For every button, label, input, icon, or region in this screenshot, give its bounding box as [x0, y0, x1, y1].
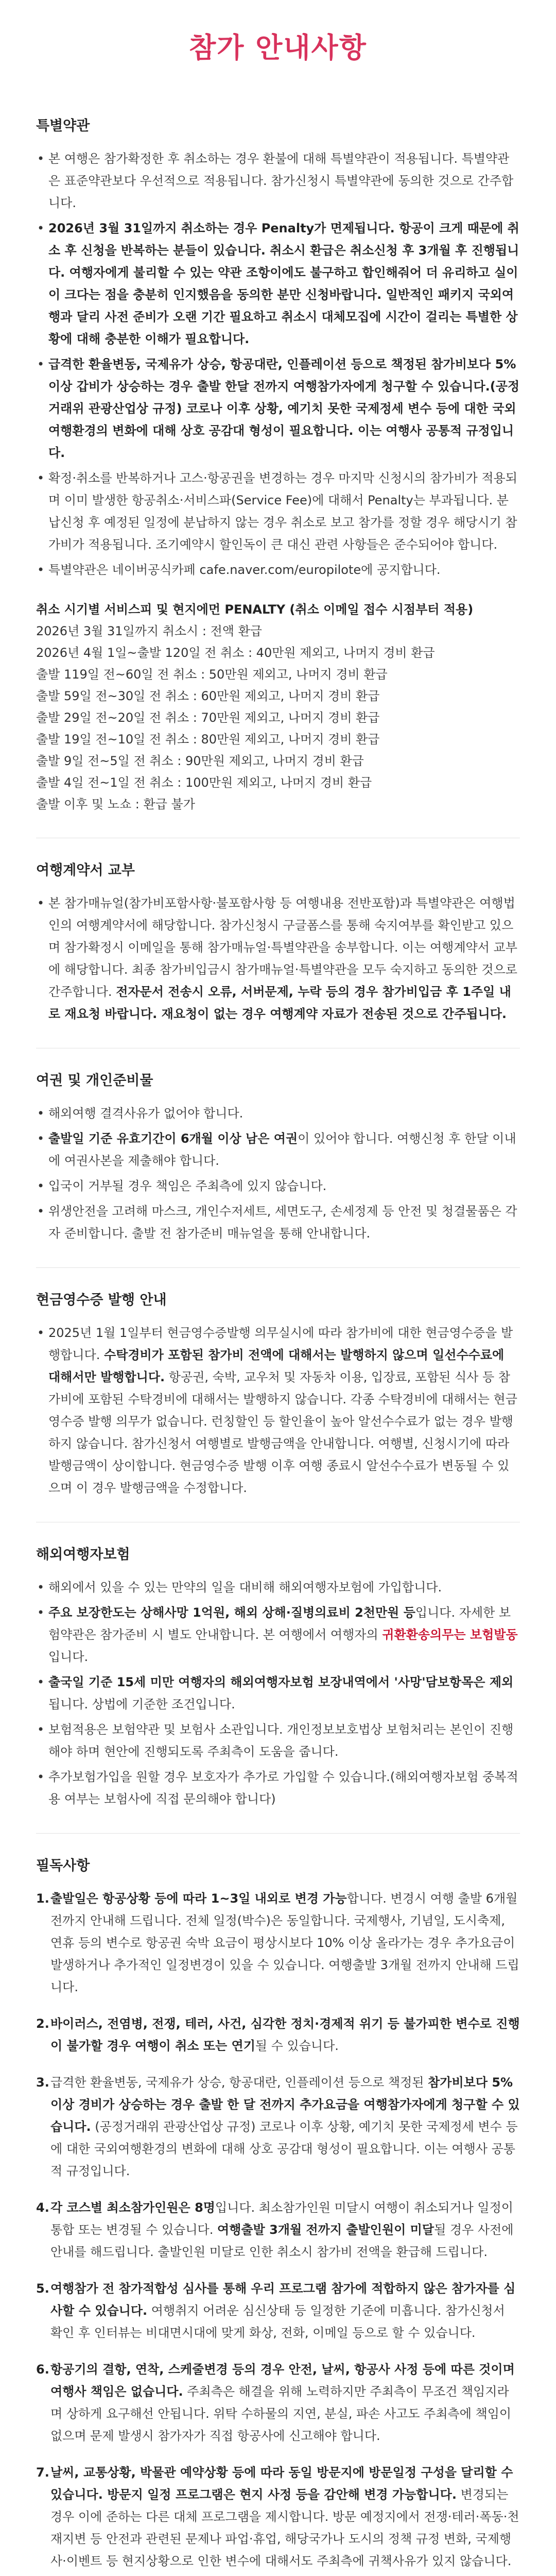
- receipt-list: [36, 1322, 520, 1499]
- text-run: 귀환환송의무는 보험발동: [382, 1628, 518, 1642]
- notice-number: 2.: [36, 2016, 49, 2031]
- list-item: [36, 353, 520, 464]
- special-terms-list: [36, 148, 520, 581]
- list-item: [36, 217, 520, 350]
- penalty-line: 출발 4일 전~1일 전 취소 : 100만원 제외고, 나머지 경비 환급: [36, 775, 372, 790]
- list-item: [36, 1602, 520, 1668]
- notice-item: [36, 1888, 520, 1998]
- passport-list: [36, 1103, 520, 1245]
- notice-number: 3.: [36, 2075, 49, 2090]
- list-item: [36, 892, 520, 1025]
- text-run: 바이러스, 전염병, 전쟁, 테러, 사건, 심각한 정치·경제적 위기 등 불가피한 변수로 진행이 불가할 경우 여행이 취소 또는 연기: [50, 2016, 520, 2053]
- insurance-section: [0, 1543, 556, 1810]
- text-run: 입니다.: [48, 1650, 89, 1664]
- penalty-line: 2026년 4월 1일~출발 120일 전 취소 : 40만원 제외고, 나머지 경비 환급: [36, 646, 435, 660]
- insurance-list: [36, 1577, 520, 1810]
- text-run: 입국이 거부될 경우 책임은 주최측에 있지 않습니다.: [48, 1179, 327, 1193]
- list-item: [36, 1322, 520, 1499]
- text-run: 될 수 있습니다.: [255, 2039, 339, 2053]
- notice-number: 6.: [36, 2362, 49, 2377]
- text-run: 수탁경비가 포함된 참가비 전액에 대해서는 발행하지 않으며 일선수수료에 대해서만 발행합니다.: [48, 1348, 505, 1384]
- text-run: 될 경우 사전에 안내를 해드립니다. 출발인원 미달로 인한 취소시 참가비 전액을 환급해 드립니다.: [50, 2223, 514, 2259]
- text-run: 추가보험가입을 원할 경우 보호자가 추가로 가입할 수 있습니다.(해외여행자보험 중복적용 여부는 보험사에 직접 문의해야 합니다): [48, 1770, 518, 1806]
- penalty-line: 출발 119일 전~60일 전 취소 : 50만원 제외고, 나머지 경비 환급: [36, 667, 388, 682]
- list-item: [36, 1719, 520, 1763]
- text-run: 각 코스별 최소참가인원은 8명: [50, 2200, 215, 2215]
- title-area: [0, 0, 556, 94]
- text-run: 출국일 기준 15세 미만 여행자의 해외여행자보험 보장내역에서 '사망'담보항목은 제외: [48, 1675, 514, 1689]
- penalty-line: 2026년 3월 31일까지 취소시 : 전액 환급: [36, 624, 262, 638]
- notices-section: [0, 1854, 556, 2576]
- text-run: 2026년 3월 31일까지 취소하는 경우 Penalty가 면제됩니다. 항공이 크게 때문에 취소 후 신청을 반복하는 분들이 있습니다. 취소시 환급은 취소신청 후 3개월 후 진행됩니다. 여행자에게 불리할 수 있는 약관 조항이에도 불구하고 합인해줘어 더 유리하고 실이이 크다는 점을 충분히 인지했음을 동의한 분만 신청바랍니다. 일반적인 패키지 국외여행과 달리 사전 준비가 오랜 기간 필요하고 취소시 대체모집에 시간이 걸리는 특별한 상황에 대해 충분한 이해가 필요합니다.: [48, 221, 519, 346]
- notice-number: 7.: [36, 2465, 49, 2480]
- notices-title: 필독사항: [36, 1858, 90, 1874]
- notice-number: 4.: [36, 2200, 49, 2215]
- text-run: 위생안전을 고려해 마스크, 개인수저세트, 세면도구, 손세정제 등 안전 및 청결물품은 각자 준비합니다. 출발 전 참가준비 매뉴얼을 통해 안내합니다.: [48, 1204, 517, 1241]
- notices-list: [36, 1888, 520, 2576]
- text-run: 확정·취소를 반복하거나 고스·항공권을 변경하는 경우 마지막 신청시의 참가비가 적용되며 이미 발생한 항공취소·서비스파(Service Fee)에 대해서 Penalty는 부과됩니다. 분납신청 후 예정된 일정에 분납하지 않는 경우 취소로 보고 참가를 정할 경우 해당시기 참가비가 적용됩니다. 조기예약시 할인독이 큰 대신 관련 사항들은 준수되어야 합니다.: [48, 471, 517, 552]
- text-run: 입니다. 최소참가인원 미달시 여행이 취소되거나 일정이 통합 또는 변경될 수 있습니다.: [50, 2200, 513, 2237]
- text-run: 항공기의 결항, 연착, 스케줄변경 등의 경우 안전, 날씨, 항공사 사정 등에 따른 것이며 여행사 책임은 없습니다.: [50, 2362, 515, 2399]
- list-item: [36, 467, 520, 556]
- receipt-title: 현금영수증 발행 안내: [36, 1292, 167, 1308]
- special-terms-section: [0, 114, 556, 581]
- penalty-lines: [36, 620, 520, 815]
- insurance-title: 해외여행자보험: [36, 1547, 130, 1563]
- penalty-line: 출발 이후 및 노쇼 : 환급 불가: [36, 797, 195, 811]
- receipt-section: [0, 1289, 556, 1499]
- notice-item: [36, 2013, 520, 2057]
- special-terms-title: 특별약관: [36, 118, 90, 134]
- text-run: 변경되는 경우 이에 준하는 다른 대체 프로그램을 제시합니다. 방문 예정지에서 전쟁·테러·폭동·천재지변 등 안전과 관련된 문제나 파업·휴업, 해당국가나 도시의 정책 규정 변화, 국제행사·이벤트 등 현지상황으로 인한 변수에 대해서도 주최측에 귀책사유가 있지 않습니다.: [50, 2487, 519, 2568]
- text-run: 급격한 환율변동, 국제유가 상승, 항공대란, 인플레이션 등으로 책정된: [50, 2075, 428, 2090]
- text-run: 여행출발 3개월 전까지 출발인원이 미달: [217, 2223, 435, 2237]
- passport-section: [0, 1069, 556, 1245]
- text-run: 보험적용은 보험약관 및 보험사 소관입니다. 개인정보보호법상 보험처리는 본인이 진행해야 하며 현안에 진행되도록 주최측이 도움을 줍니다.: [48, 1722, 514, 1759]
- list-item: [36, 1128, 520, 1172]
- text-run: 주최측은 해결을 위해 노력하지만 주최측이 무조건 책임지라며 상하게 요구해선 안됩니다. 위탁 수하물의 지연, 분실, 파손 사고도 주최측에 책임이 없으며 문제 발생시 참가자가 직접 항공사에 신고해야 합니다.: [50, 2384, 512, 2443]
- penalty-line: 출발 19일 전~10일 전 취소 : 80만원 제외고, 나머지 경비 환급: [36, 732, 380, 747]
- divider: [36, 1833, 520, 1834]
- penalty-line: 출발 59일 전~30일 전 취소 : 60만원 제외고, 나머지 경비 환급: [36, 689, 380, 703]
- text-run: 참가비보다 5% 이상 경비가 상승하는 경우 출발 한 달 전까지 추가요금을 여행참가자에게 청구할 수 있습니다.: [50, 2075, 520, 2134]
- text-run: 날씨, 교통상황, 박물관 예약상황 등에 따라 동일 방문지에 방문일정 구성을 달리할 수 있습니다. 방문지 일정 프로그램은 현지 사정 등을 감안해 변경 가능합니다.: [50, 2465, 513, 2502]
- text-run: 2025년 1월 1일부터 현금영수증발행 의무실시에 따라 참가비에 대한 현금영수증을 발행합니다.: [48, 1326, 513, 1362]
- notice-number: 1.: [36, 1891, 49, 1906]
- text-run: 본 여행은 참가확정한 후 취소하는 경우 환불에 대해 특별약관이 적용됩니다. 특별약관은 표준약관보다 우선적으로 적용됩니다. 참가신청시 특별약관에 동의한 것으로 간주합니다.: [48, 151, 514, 210]
- contract-title: 여행계약서 교부: [36, 862, 135, 878]
- list-item: [36, 559, 520, 581]
- notice-item: [36, 2278, 520, 2344]
- text-run: 주요 보장한도는 상해사망 1억원, 해외 상해·질병의료비 2천만원 등: [48, 1605, 415, 1620]
- page-title: 참가 안내사항: [189, 31, 367, 64]
- text-run: 해외에서 있을 수 있는 만약의 일을 대비해 해외여행자보험에 가입합니다.: [48, 1580, 442, 1595]
- divider: [36, 1267, 520, 1268]
- text-run: 됩니다. 상법에 기준한 조건입니다.: [48, 1697, 235, 1711]
- contract-list: [36, 892, 520, 1025]
- text-run: 합니다. 변경시 여행 출발 6개월 전까지 안내해 드립니다. 전체 일정(박수)은 동일합니다. 국제행사, 기념일, 도시축제, 연휴 등의 변수로 항공권 숙박 요금이 평상시보다 10% 이상 올라가는 경우 추가요금이 발생하거나 추가적인 일정변경이 있을 수 있습니다. 여행출발 3개월 전까지 안내해 드립니다.: [50, 1891, 519, 1994]
- text-run: 여행취지 어려운 심신상태 등 일정한 기준에 미흡니다. 참가신청서 확인 후 인터뷰는 비대면시대에 맞게 화상, 전화, 이메일 등으로 할 수 있습니다.: [50, 2303, 505, 2340]
- contract-section: [0, 859, 556, 1025]
- notice-number: 5.: [36, 2281, 49, 2296]
- text-run: 이 있어야 합니다. 여행신청 후 한달 이내에 여권사본을 제출해야 합니다.: [48, 1131, 516, 1168]
- text-run: 전자문서 전송시 오류, 서버문제, 누락 등의 경우 참가비입금 후 1주일 내로 재요청 바랍니다. 재요청이 없는 경우 여행계약 자료가 전송된 것으로 간주됩니다.: [48, 985, 511, 1021]
- text-run: 특별약관은 네이버공식카페 cafe.naver.com/europilote에 공지합니다.: [48, 563, 441, 577]
- notice-item: [36, 2359, 520, 2447]
- list-item: [36, 1103, 520, 1125]
- list-item: [36, 148, 520, 214]
- penalty-line: 출발 29일 전~20일 전 취소 : 70만원 제외고, 나머지 경비 환급: [36, 710, 380, 725]
- notice-item: [36, 2072, 520, 2182]
- list-item: [36, 1200, 520, 1245]
- penalty-heading: 취소 시기별 서비스피 및 현지에먼 PENALTY (취소 이메일 접수 시점부터 적용): [36, 602, 474, 617]
- text-run: 항공권, 숙박, 교우처 및 자동차 이용, 입장료, 포함된 식사 등 참가비에 포함된 수탁경비에 대해서는 발행하지 않습니다. 각종 수탁경비에 대해서는 현금영수증 발행 의무가 없습니다. 런칭할인 등 할인율이 높아 알선수수료가 없는 경우 발행하지 않습니다. 참가신청서 여행별로 발행금액을 안내합니다. 여행별, 신청시기에 따라 발행금액이 상이합니다. 현금영수증 발행 이후 여행 종료시 알선수수료가 변동될 수 있으며 이 경우 발행금액을 수정합니다.: [48, 1370, 517, 1495]
- text-run: 급격한 환율변동, 국제유가 상승, 항공대란, 인플레이션 등으로 책정된 참가비보다 5% 이상 갑비가 상승하는 경우 출발 한달 전까지 여행참가자에게 청구할 수 있습니다.(공정거래위 관광산업상 규정) 코로나 이후 상황, 예기치 못한 국제정세 변수 등에 대한 국외여행환경의 변화에 대해 상호 공감대 형성이 필요합니다. 이는 여행사 공통적 규정입니다.: [48, 357, 520, 460]
- penalty-section: [0, 599, 556, 815]
- list-item: [36, 1577, 520, 1599]
- text-run: 본 참가매뉴얼(참가비포함사항·불포함사항 등 여행내용 전반포함)과 특별약관은 여행법인의 여행계약서에 해당합니다. 참가신청시 구글폼스를 통해 숙지여부를 확인받고 있으며 참가확정시 이메일을 통해 참가매뉴얼·특별약관을 송부합니다. 이는 여행계약서 교부에 해당합니다. 최종 참가비입금시 참가매뉴얼·특별약관을 모두 숙지하고 동의한 것으로 간주합니다.: [48, 896, 517, 999]
- list-item: [36, 1175, 520, 1197]
- text-run: (공정거래위 관광산업상 규정) 코로나 이후 상황, 예기치 못한 국제정세 변수 등에 대한 국외여행환경의 변화에 대해 상호 공감대 형성이 필요합니다. 이는 여행사 공통적 규정입니다.: [50, 2120, 518, 2178]
- notice-item: [36, 2197, 520, 2263]
- passport-title: 여권 및 개인준비물: [36, 1073, 153, 1089]
- text-run: 출발일 기준 유효기간이 6개월 이상 남은 여권: [48, 1131, 298, 1146]
- notice-item: [36, 2462, 520, 2576]
- text-run: 해외여행 결격사유가 없어야 합니다.: [48, 1106, 244, 1121]
- list-item: [36, 1671, 520, 1716]
- text-run: 입니다. 자세한 보험약관은 참가준비 시 별도 안내합니다. 본 여행에서 여행자의: [48, 1605, 511, 1642]
- text-run: 여행참가 전 참가적합성 심사를 통해 우리 프로그램 참가에 적합하지 않은 참가자를 심사할 수 있습니다.: [50, 2281, 516, 2318]
- list-item: [36, 1766, 520, 1810]
- penalty-line: 출발 9일 전~5일 전 취소 : 90만원 제외고, 나머지 경비 환급: [36, 754, 364, 768]
- text-run: 출발일은 항공상황 등에 따라 1~3일 내외로 변경 가능: [50, 1891, 347, 1906]
